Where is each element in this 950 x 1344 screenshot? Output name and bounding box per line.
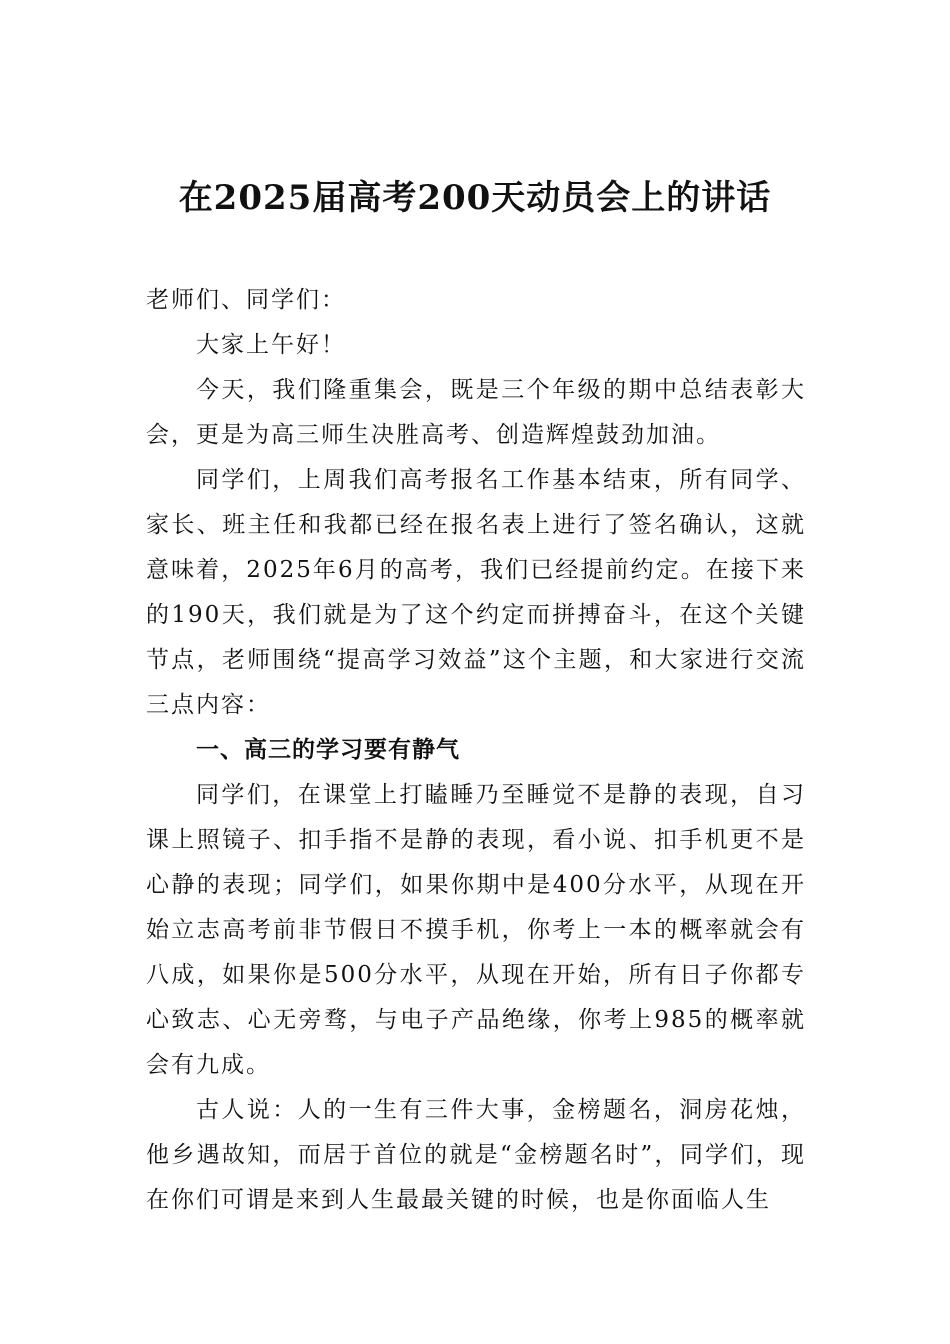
document-title: 在2025届高考200天动员会上的讲话 xyxy=(178,178,772,218)
salutation: 老师们、同学们： xyxy=(146,287,346,313)
document-body xyxy=(146,278,806,1223)
paragraph-calmness: 同学们，在课堂上打瞌睡乃至睡觉不是静的表现，自习课上照镜子、扣手指不是静的表现，看小说、扣手机更不是心静的表现；同学们，如果你期中是400分水平，从现在开始立志高考前非节假日不摸手机，你考上一本的概率就会有八成，如果你是500分水平，从现在开始，所有日子你都专心致志、心无旁骛，与电子产品绝缘，你考上985的概率就会有九成。 xyxy=(146,782,806,1078)
paragraph-opening: 今天，我们隆重集会，既是三个年级的期中总结表彰大会，更是为高三师生决胜高考、创造辉煌鼓劲加油。 xyxy=(146,377,806,448)
paragraph-ancient-saying: 古人说：人的一生有三件大事，金榜题名，洞房花烛，他乡遇故知，而居于首位的就是“金榜题名时”，同学们，现在你们可谓是来到人生最最关键的时候，也是你面临人生 xyxy=(146,1097,806,1213)
section-heading-1: 一、高三的学习要有静气 xyxy=(196,737,460,763)
greeting: 大家上午好！ xyxy=(196,332,346,358)
paragraph-registration: 同学们，上周我们高考报名工作基本结束，所有同学、家长、班主任和我都已经在报名表上进行了签名确认，这就意味着，2025年6月的高考，我们已经提前约定。在接下来的190天，我们就是为了这个约定而拼搏奋斗，在这个关键节点，老师围绕“提高学习效益”这个主题，和大家进行交流三点内容： xyxy=(146,467,806,718)
